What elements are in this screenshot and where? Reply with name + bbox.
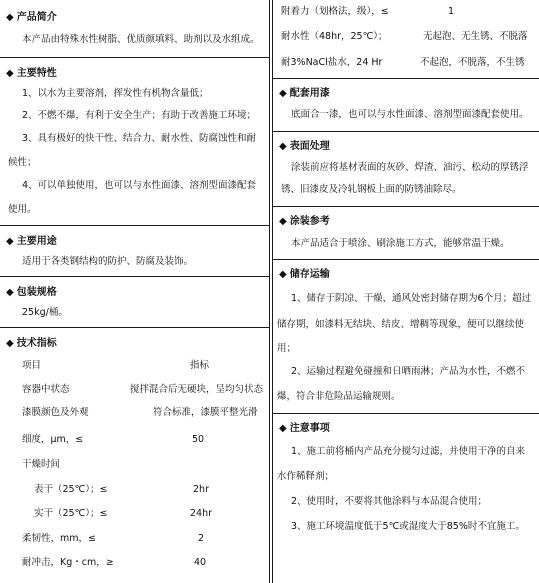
application-text: 本产品适合于喷涂、刷涂施工方式，能够常温干燥。 — [291, 238, 510, 249]
diamond-bullet-icon: ◆ — [6, 338, 14, 349]
section-title-packaging: ◆ 包装规格 — [6, 287, 57, 298]
right-column — [272, 0, 539, 583]
storage-line: 储存期，如漆料无结块、结皮、增稠等现象，便可以继续使 — [277, 319, 525, 330]
diamond-bullet-icon: ◆ — [279, 423, 287, 434]
section-title-usage: ◆ 主要用途 — [6, 236, 57, 247]
spec-row-value: 2hr — [193, 484, 209, 495]
section-title-product-intro: ◆ 产品简介 — [6, 12, 57, 23]
feature-line: 2、不燃不爆，有利于安全生产；有助于改善施工环境； — [22, 110, 257, 121]
diamond-bullet-icon: ◆ — [279, 216, 287, 227]
product-intro-text: 本产品由特殊水性树脂、优质颜填料、助剂以及水组成。 — [22, 34, 260, 45]
spec-header-item: 项目 — [22, 360, 42, 371]
spec-row-item: 耐3%NaCl盐水，24 Hr — [281, 57, 383, 68]
notes-line: 1、施工前将桶内产品充分搅匀过滤，并使用干净的自来 — [291, 446, 526, 457]
spec-row-value: 搅拌混合后无硬块，呈均匀状态 — [130, 384, 264, 395]
feature-line: 使用。 — [8, 204, 37, 215]
notes-line: 2、使用时，不要将其他涂料与本品混合使用； — [291, 496, 488, 507]
storage-line: 爆，符合非危险品运输规则。 — [277, 391, 401, 402]
diamond-bullet-icon: ◆ — [6, 236, 14, 247]
diamond-bullet-icon: ◆ — [279, 269, 287, 280]
packaging-text: 25kg/桶。 — [22, 307, 68, 318]
spec-header-value: 指标 — [190, 360, 210, 371]
diamond-bullet-icon: ◆ — [6, 12, 14, 23]
spec-row-item: 耐水性（48hr，25℃）； — [281, 31, 388, 42]
divider — [273, 413, 539, 414]
section-title-storage: ◆ 储存运输 — [279, 269, 330, 280]
section-title-notes: ◆ 注意事项 — [279, 423, 330, 434]
divider — [0, 57, 270, 58]
diamond-bullet-icon: ◆ — [279, 141, 287, 152]
spec-row-value: 不起泡，不脱落，不生锈 — [420, 57, 525, 68]
diamond-bullet-icon: ◆ — [279, 88, 287, 99]
spec-row-item: 细度，μm，≤ — [22, 434, 84, 445]
section-title-features: ◆ 主要特性 — [6, 68, 57, 79]
feature-line: 3、具有极好的快干性、结合力、耐水性、防腐蚀性和耐 — [22, 133, 257, 144]
spec-row-item: 耐冲击，Kg・cm，≥ — [22, 557, 114, 568]
notes-line: 3、施工环境温度低于5℃或湿度大于85%时不宜施工。 — [291, 521, 525, 532]
spec-row-item: 表干（25℃）；≤ — [34, 484, 108, 495]
spec-row-item: 实干（25℃）；≤ — [34, 508, 108, 519]
divider — [273, 206, 539, 207]
spec-row-item: 容器中状态 — [22, 384, 70, 395]
section-title-matching: ◆ 配套用漆 — [279, 88, 330, 99]
usage-text: 适用于各类钢结构的防护、防腐及装饰。 — [22, 256, 194, 267]
surface-line: 涂装前应将基材表面的灰砂、焊渣、油污、松动的厚锈浮 — [291, 162, 529, 173]
spec-row-item: 柔韧性，mm，≤ — [22, 533, 96, 544]
diamond-bullet-icon: ◆ — [6, 287, 14, 298]
storage-line: 用； — [277, 343, 297, 354]
divider — [0, 225, 270, 226]
section-title-application: ◆ 涂装参考 — [279, 216, 330, 227]
spec-row-item: 漆膜颜色及外观 — [22, 407, 89, 418]
divider — [273, 78, 539, 79]
divider — [273, 131, 539, 132]
spec-row-value: 2 — [198, 533, 205, 544]
spec-row-item: 附着力（划格法，级），≤ — [281, 6, 389, 17]
spec-row-value: 无起泡、无生锈、不脱落 — [423, 31, 528, 42]
spec-row-value: 50 — [192, 434, 205, 445]
spec-row-item: 干燥时间 — [22, 459, 61, 470]
storage-line: 2、运输过程避免碰撞和日晒雨淋；产品为水性，不燃不 — [291, 366, 526, 377]
diamond-bullet-icon: ◆ — [6, 68, 14, 79]
section-title-surface: ◆ 表面处理 — [279, 141, 330, 152]
feature-line: 4、可以单独使用，也可以与水性面漆、溶剂型面漆配套 — [22, 180, 257, 191]
surface-line: 锈、旧漆皮及冷轧钢板上面的防锈油除尽。 — [281, 184, 462, 195]
divider — [0, 276, 270, 277]
feature-line: 1、以水为主要溶剂，挥发性有机物含量低； — [22, 88, 209, 99]
storage-line: 1、储存于阴凉、干燥、通风处密封储存期为6个月；超过 — [291, 293, 532, 304]
notes-line: 水作稀释剂； — [277, 471, 335, 482]
spec-row-value: 符合标准，漆膜平整光滑 — [153, 407, 258, 418]
divider — [0, 327, 270, 328]
spec-row-value: 1 — [448, 6, 455, 17]
feature-line: 候性； — [8, 157, 37, 168]
divider — [273, 259, 539, 260]
matching-text: 底面合一漆，也可以与水性面漆、溶剂型面漆配套使用。 — [291, 109, 529, 120]
spec-row-value: 24hr — [190, 508, 213, 519]
spec-row-value: 40 — [194, 557, 207, 568]
section-title-specs: ◆ 技术指标 — [6, 338, 57, 349]
